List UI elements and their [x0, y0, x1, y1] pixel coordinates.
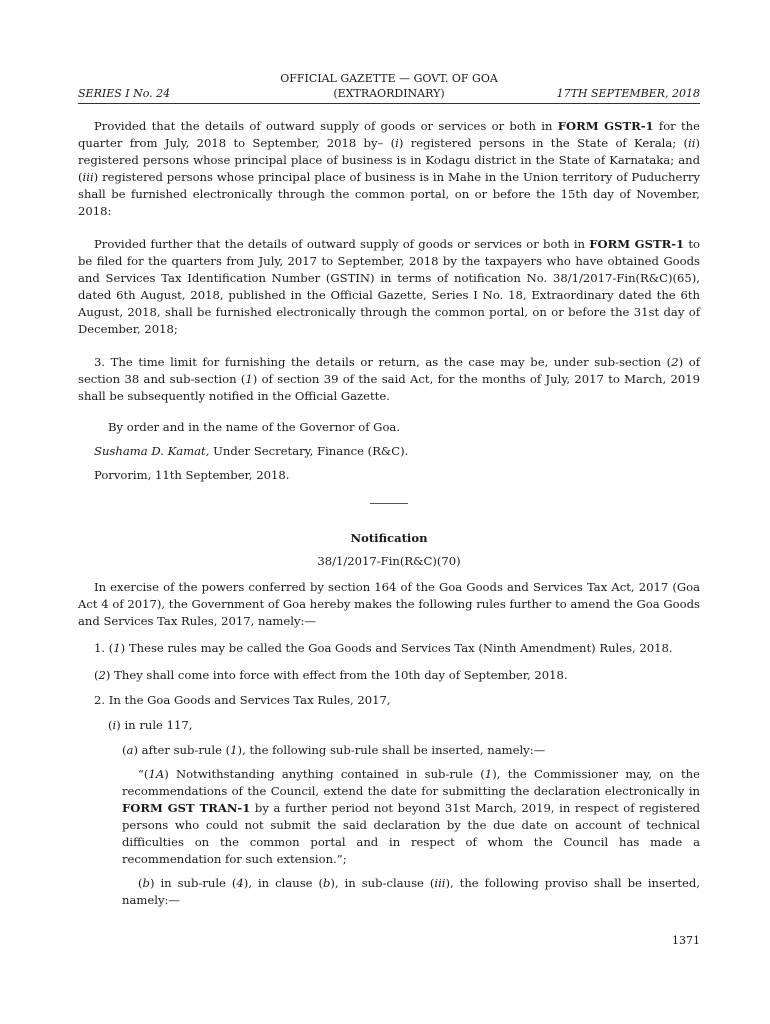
proviso-paragraph-2: Provided further that the details of outward supply of goods or services or both in FORM GSTR-1 to be filed for the quarters from July, 2017 to September, 2018 by the taxpayers who have obtained Goods and Services Tax Identification Number (GSTIN) in terms of notification No. 38/1/2017-Fin(R&C)(65), dated 6th August, 2018, published in the Official Gazette, Series I No. 18, Extraordinary dated the 6th August, 2018, shall be furnished electronically through the common portal, on or before the 31st day of December, 2018;: [78, 237, 700, 336]
rule-1-1-paragraph: 1. (1) These rules may be called the Goa Goods and Services Tax (Ninth Amendment) Rules, 2018.: [94, 641, 673, 655]
sub-item-a: (a) after sub-rule (1), the following sub-rule shall be inserted, namely:—: [122, 743, 546, 757]
rule-1-2-paragraph: (2) They shall come into force with effect from the 10th day of September, 2018.: [94, 668, 568, 682]
rule-117-item: (i) in rule 117,: [108, 718, 193, 732]
gazette-title: OFFICIAL GAZETTE — GOVT. OF GOA: [280, 72, 498, 85]
inserted-sub-rule-1a: “(1A) Notwithstanding anything contained in sub-rule (1), the Commissioner may, on the recommendations of the Council, extend the date for submitting the declaration electronically in FORM GST TRAN-1 by a further period not beyond 31st March, 2019, in respect of registered persons who could not submit the said declaration by the due date on account of technical difficulties on the common portal and in respect of whom the Council has made a recommendation for such extension.”;: [122, 767, 700, 866]
gazette-subtitle: (EXTRAORDINARY): [333, 87, 445, 100]
page-number: 1371: [672, 934, 700, 947]
rule-2-paragraph: 2. In the Goa Goods and Services Tax Rules, 2017,: [94, 693, 391, 707]
notification-preamble: In exercise of the powers conferred by section 164 of the Goa Goods and Services Tax Act, 2017 (Goa Act 4 of 2017), the Government of Goa hereby makes the following rules further to amend the Goa Goods and Services Tax Rules, 2017, namely:—: [78, 580, 700, 628]
notification-number: 38/1/2017-Fin(R&C)(70): [317, 554, 461, 568]
series-number: SERIES I No. 24: [78, 87, 171, 100]
separator-rule: [370, 503, 408, 504]
order-line: By order and in the name of the Governor of Goa.: [108, 420, 401, 434]
signatory-line: Sushama D. Kamat, Under Secretary, Finance (R&C).: [94, 444, 409, 458]
gazette-page: [78, 70, 700, 909]
clause-3-paragraph: 3. The time limit for furnishing the details or return, as the case may be, under sub-section (2) of section 38 and sub-section (1) of section 39 of the said Act, for the months of July, 2017 to March, 2019 shall be subsequently notified in the Official Gazette.: [78, 355, 701, 403]
page-header: [78, 70, 700, 104]
sub-item-b: (b) in sub-rule (4), in clause (b), in sub-clause (iii), the following proviso shall be inserted, namely:—: [122, 876, 700, 907]
proviso-paragraph-1: Provided that the details of outward supply of goods or services or both in FORM GSTR-1 for the quarter from July, 2018 to September, 2018 by– (i) registered persons in the State of Kerala; (ii) registered persons whose principal place of business is in Kodagu district in the State of Karnataka; and (iii) registered persons whose principal place of business is in Mahe in the Union territory of Puducherry shall be furnished electronically through the common portal, on or before the 15th day of November, 2018:: [78, 119, 701, 218]
place-date-line: Porvorim, 11th September, 2018.: [94, 468, 290, 482]
issue-date: 17TH SEPTEMBER, 2018: [556, 87, 700, 100]
notification-heading: Notification: [350, 531, 428, 545]
